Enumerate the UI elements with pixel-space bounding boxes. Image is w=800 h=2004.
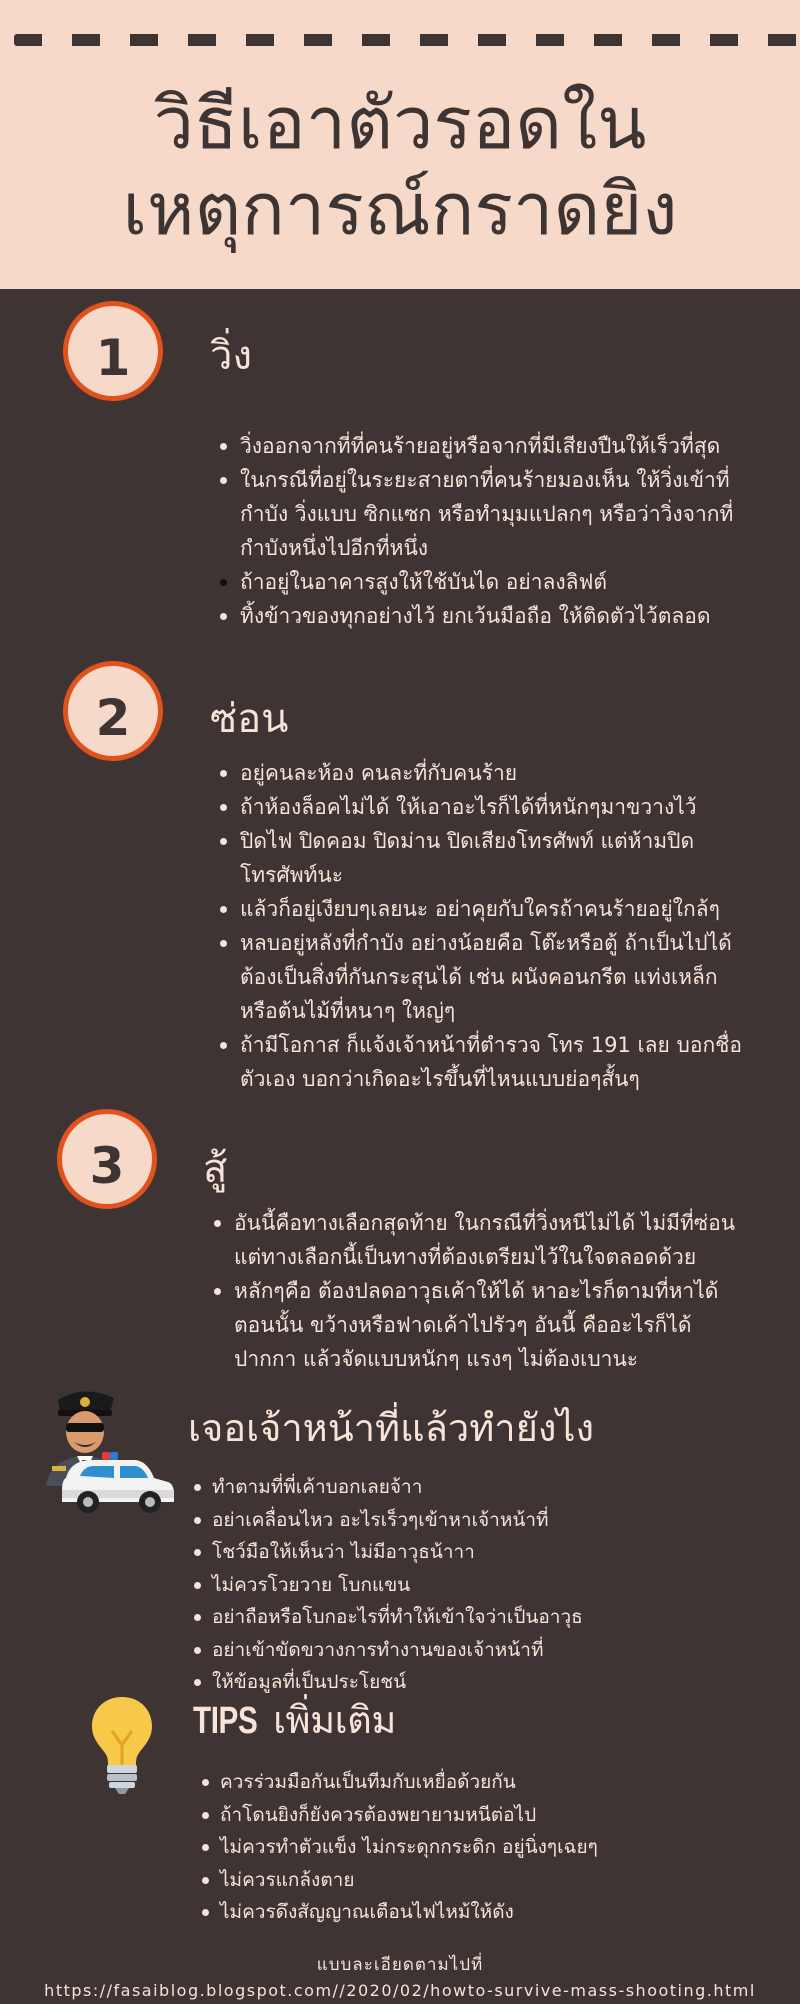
step-3-badge	[57, 1109, 157, 1209]
page-title-line-2: เหตุการณ์กราดยิง	[122, 167, 678, 251]
step-3-number: 3	[89, 1137, 125, 1195]
list-item: อย่าเคลื่อนไหว อะไรเร็วๆเข้าหาเจ้าหน้าที่	[192, 1504, 752, 1537]
tips-section-list	[200, 1766, 760, 1929]
list-item: ไม่ควรโวยวาย โบกแขน	[192, 1569, 752, 1602]
dashed-border	[14, 34, 800, 46]
light-bulb-icon	[88, 1695, 156, 1795]
list-item: ไม่ควรดึงสัญญาณเตือนไฟไหม้ให้ดัง	[200, 1896, 760, 1929]
step-1-list	[218, 429, 758, 633]
list-item: ควรร่วมมือกันเป็นทีมกับเหยื่อด้วยกัน	[200, 1766, 760, 1799]
page-title	[0, 80, 800, 252]
list-item: ไม่ควรทำตัวแข็ง ไม่กระดุกกระดิก อยู่นิ่งๆเฉยๆ	[200, 1831, 760, 1864]
list-item: อย่าถือหรือโบกอะไรที่ทำให้เข้าใจว่าเป็นอาวุธ	[192, 1601, 752, 1634]
step-2-number: 2	[95, 689, 131, 747]
list-item: ถ้าห้องล็อคไม่ได้ ให้เอาอะไรก็ได้ที่หนักๆมาขวางไว้	[218, 790, 758, 824]
list-item: โชว์มือให้เห็นว่า ไม่มีอาวุธน้าาา	[192, 1536, 752, 1569]
list-item: ปิดไฟ ปิดคอม ปิดม่าน ปิดเสียงโทรศัพท์ แต่ห้ามปิดโทรศัพท์นะ	[218, 824, 758, 892]
page-title-line-1: วิธีเอาตัวรอดใน	[153, 81, 647, 165]
step-2-badge	[63, 661, 163, 761]
list-item: หลบอยู่หลังที่กำบัง อย่างน้อยคือ โต๊ะหรือตู้ ถ้าเป็นไปได้ ต้องเป็นสิ่งที่กันกระสุนได้ เช่น ผนังคอนกรีต แท่งเหล็ก หรือต้นไม้ที่หนาๆ ใหญ่ๆ	[218, 926, 758, 1028]
list-item: ทิ้งข้าวของทุกอย่างไว้ ยกเว้นมือถือ ให้ติดตัวไว้ตลอด	[218, 599, 758, 633]
step-3-list	[212, 1206, 757, 1376]
list-item: อันนี้คือทางเลือกสุดท้าย ในกรณีที่วิ่งหนีไม่ได้ ไม่มีที่ซ่อน แต่ทางเลือกนี้เป็นทางที่ต้องเตรียมไว้ในใจตลอดด้วย	[212, 1206, 757, 1274]
list-item: อยู่คนละห้อง คนละที่กับคนร้าย	[218, 756, 758, 790]
list-item: หลักๆคือ ต้องปลดอาวุธเค้าให้ได้ หาอะไรก็ตามที่หาได้ตอนนั้น ขว้างหรือฟาดเค้าไปรัวๆ อันนี้ คืออะไรก็ได้ ปากกา แล้วจัดแบบหนักๆ แรงๆ ไม่ต้องเบานะ	[212, 1274, 757, 1376]
step-1-number: 1	[95, 329, 131, 387]
list-item: ถ้ามีโอกาส ก็แจ้งเจ้าหน้าที่ตำรวจ โทร 191 เลย บอกชื่อตัวเอง บอกว่าเกิดอะไรขึ้นที่ไหนแบบย่อๆสั้นๆ	[218, 1028, 758, 1096]
police-officer-icon	[44, 1386, 174, 1518]
list-item: ทำตามที่พี่เค้าบอกเลยจ้าา	[192, 1471, 752, 1504]
header-banner	[0, 0, 800, 289]
tips-title-en: TIPS	[193, 1700, 258, 1742]
step-1-title: วิ่ง	[210, 333, 252, 379]
list-item: ถ้าอยู่ในอาคารสูงให้ใช้บันได อย่าลงลิฟต์	[218, 565, 758, 599]
tips-section-title	[193, 1697, 396, 1744]
footer-caption: แบบละเอียดตามไปที่	[316, 1955, 484, 1975]
step-1-badge	[63, 301, 163, 401]
list-item: อย่าเข้าขัดขวางการทำงานของเจ้าหน้าที่	[192, 1634, 752, 1667]
step-2-list	[218, 756, 758, 1096]
list-item: ในกรณีที่อยู่ในระยะสายตาที่คนร้ายมองเห็น ให้วิ่งเข้าที่กำบัง วิ่งแบบ ซิกแซก หรือทำมุมแปลกๆ หรือว่าวิ่งจากที่กำบังหนึ่งไปอีกที่หนึ่ง	[218, 463, 758, 565]
step-3-title: สู้	[203, 1146, 228, 1192]
police-section-list	[192, 1471, 752, 1699]
source-link[interactable]: https://fasaiblog.blogspot.com//2020/02/howto-survive-mass-shooting.html	[44, 1981, 756, 2000]
list-item: ไม่ควรแกล้งตาย	[200, 1864, 760, 1897]
list-item: วิ่งออกจากที่ที่คนร้ายอยู่หรือจากที่มีเสียงปืนให้เร็วที่สุด	[218, 429, 758, 463]
footer	[0, 1952, 800, 2004]
police-section-title: เจอเจ้าหน้าที่แล้วทำยังไง	[188, 1406, 595, 1450]
tips-title-th: เพิ่มเติม	[273, 1698, 396, 1742]
list-item: ถ้าโดนยิงก็ยังควรต้องพยายามหนีต่อไป	[200, 1799, 760, 1832]
step-2-title: ซ่อน	[210, 696, 289, 742]
list-item: ให้ข้อมูลที่เป็นประโยชน์	[192, 1666, 752, 1699]
list-item: แล้วก็อยู่เงียบๆเลยนะ อย่าคุยกับใครถ้าคนร้ายอยู่ใกล้ๆ	[218, 892, 758, 926]
